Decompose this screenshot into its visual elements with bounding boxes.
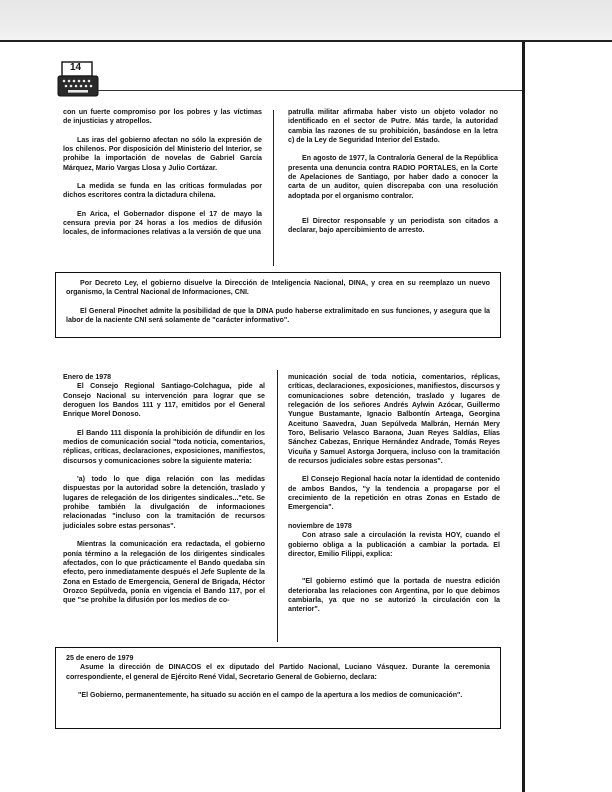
column-right-top [288, 108, 498, 236]
section-heading: noviembre de 1978 [288, 521, 352, 530]
quote: "El gobierno estimó que la portada de nuestra edición deterioraba las relaciones con Argentina, por lo que debimos cambiarla, ya que no se autorizó la circulación con la anterior". [288, 577, 500, 614]
column-left-top [63, 108, 262, 238]
paragraph: Por Decreto Ley, el gobierno disuelve la Dirección de Inteligencia Nacional, DINA, y crea en su reemplazo un nuevo organismo, la Central Nacional de Informaciones, CNI. [66, 279, 490, 297]
paragraph: El Consejo Regional hacía notar la identidad de contenido de ambos Bandos, "y la tendencia a propagarse por el crecimiento de la repetición en otras Zonas en Estado de Emergencia". [288, 475, 500, 512]
paragraph: con un fuerte compromiso por los pobres y las víctimas de injusticias y atropellos. [63, 108, 262, 126]
paragraph: 'a) todo lo que diga relación con las medidas dispuestas por la autoridad sobre la detención, traslado y lugares de relegación de los dirigentes sindicales..."etc. Se prohibe también la divulgación de informaciones relacionadas "incluso con la tramitación de recursos judiciales sobre estas personas". [63, 475, 265, 530]
paragraph: En Arica, el Gobernador dispone el 17 de mayo la censura previa por 24 horas a los medios de difusión locales, de informaciones relativas a la versión de que una [63, 209, 262, 237]
header-rule [98, 90, 522, 91]
paragraph: Las iras del gobierno afectan no sólo la expresión de los chilenos. Por disposición del Ministerio del Interior, se prohibe la importación de novelas de Gabriel García Márquez, Mario Vargas Llosa y Julio Cortázar. [63, 135, 262, 172]
paragraph: El Director responsable y un periodista son citados a declarar, bajo apercibimiento de arresto. [288, 217, 498, 235]
section-heading: 25 de enero de 1979 [66, 654, 134, 662]
paragraph: En agosto de 1977, la Contraloría General de la República presenta una denuncia contra RADIO PORTALES, en la Corte de Apelaciones de Santiago, por haber dado a conocer la carta de un auditor, quien discrepaba con una resolución adoptada por el organismo contralor. [288, 154, 498, 200]
section-heading: Enero de 1978 [63, 373, 112, 381]
column-right-bottom [288, 373, 500, 615]
paragraph: Mientras la comunicación era redactada, el gobierno ponía término a la relegación de los dirigentes sindicales afectados, con lo que prácticamente el Bando quedaba sin efecto, pero inmediatamente después el Jefe Suplente de la Zona en Estado de Emergencia, General de Brigada, Héctor Orozco Sepúlveda, ponía en vigencia el Bando 117, por el que "se prohibe la difusión por los medios de co- [63, 540, 265, 605]
paragraph: El Bando 111 disponía la prohibición de difundir en los medios de comunicación social "toda noticia, comentarios, réplicas, críticas, declaraciones, exposiciones, manifiestos, discursos y comunicaciones sobre la siguiente materia: [63, 428, 265, 465]
column-left-bottom [63, 373, 265, 606]
column-divider [277, 370, 278, 642]
paragraph: municación social de toda noticia, comentarios, réplicas, críticas, declaraciones, exposiciones, manifiestos, discursos y comunicaciones sobre detención, traslado y lugares de relegación de los señores Andrés Aylwin Azócar, Guillermo Yungue Bustamante, Ignacio Balbontín Arteaga, Georgina Aceituno Saavedra, Juan Sepúlveda Malbrán, Hernán Mery Toro, Belisario Velasco Baraona, Juan Reyes Saldías, Elías Sánchez Cabezas, Enrique Hernández Andrade, Tomás Reyes Vicuña y Samuel Astorga Jorquera, incluso con la tramitación de recursos judiciales sobre estas personas". [288, 373, 500, 466]
callout-box-dina [55, 272, 501, 338]
paragraph: Con atraso sale a circulación la revista HOY, cuando el gobierno obliga a la publicación a cambiar la portada. El director, Emilio Filippi, explica: [288, 531, 500, 558]
page-number: 14 [70, 62, 82, 73]
column-divider [273, 110, 274, 266]
quote: "El Gobierno, permanentemente, ha situado su acción en el campo de la apertura a los medios de comunicación". [78, 691, 463, 700]
paragraph: Asume la dirección de DINACOS el ex diputado del Partido Nacional, Luciano Vásquez. Durante la ceremonia correspondiente, el general de Ejército René Vidal, Secretario General de Gobierno, declara: [66, 663, 490, 681]
paragraph: El Consejo Regional Santiago-Colchagua, pide al Consejo Nacional su intervención para lograr que se deroguen los Bandos 111 y 117, emitidos por el General Enrique Morel Donoso. [63, 382, 265, 419]
callout-box-dinacos [55, 647, 501, 729]
paragraph: El General Pinochet admite la posibilidad de que la DINA pudo haberse extralimitado en sus funciones, y asegura que la labor de la naciente CNI será solamente de "carácter informativo". [66, 306, 490, 325]
scan-top-band [0, 0, 612, 40]
paragraph: patrulla militar afirmaba haber visto un objeto volador no identificado en el sector de Putre. Más tarde, la autoridad cambia las razones de su prohibición, basándose en la letra c) de la Ley de Seguridad Interior del Estado. [288, 108, 498, 145]
paragraph: La medida se funda en las críticas formuladas por dichos escritores contra la dictadura chilena. [63, 182, 262, 200]
